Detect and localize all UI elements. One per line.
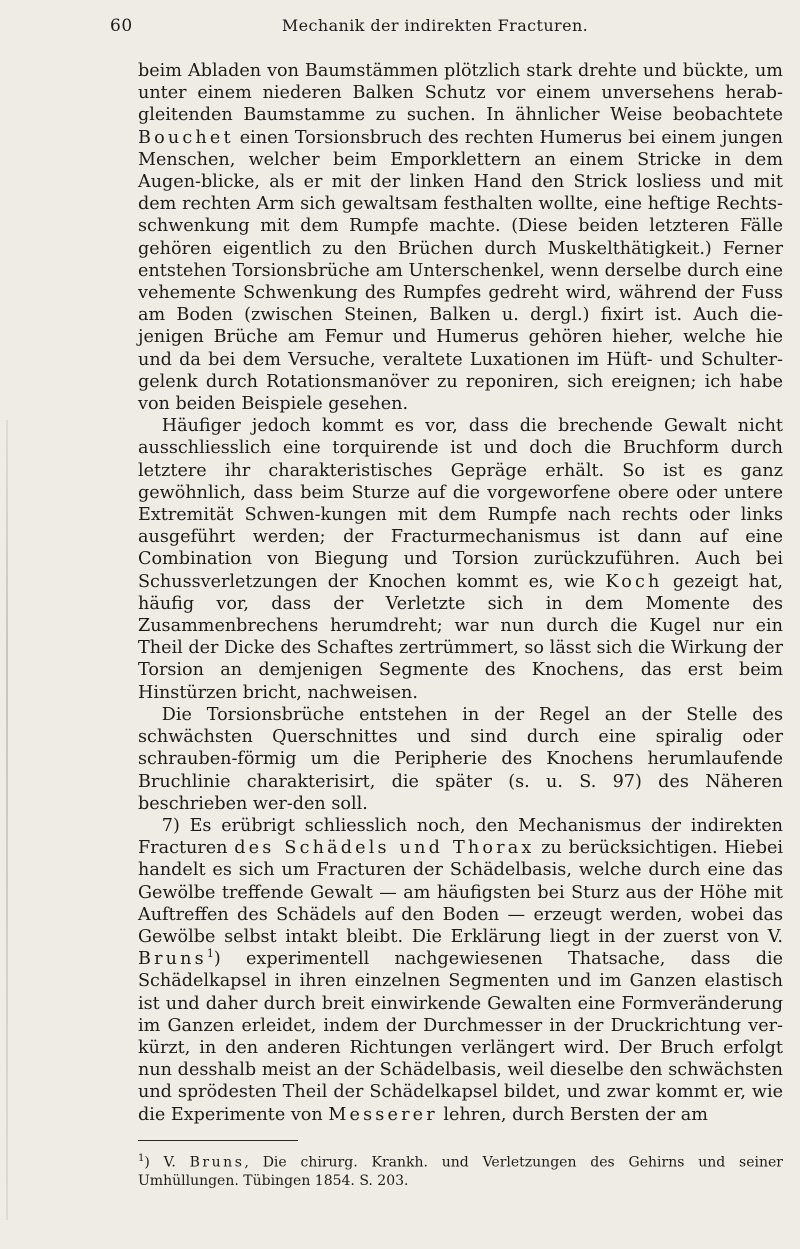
footnote-divider [138, 1140, 298, 1141]
page-header [110, 16, 760, 46]
paragraph-1-text-b: einen Torsionsbruch des rechten Humerus bei einem jungen Menschen, welcher beim Emporklettern an einem Stricke in dem Augen-blicke, als er mit der linken Hand den Strick losliess und mit dem rechten Arm sich gewaltsam festhalten wollte, eine heftige Rechts-schwenkung mit dem Rumpfe machte. (Diese beiden letzteren Fälle gehören eigentlich zu den Brüchen durch Muskelthätigkeit.) Ferner entstehen Torsionsbrüche am Unterschenkel, wenn derselbe durch eine vehemente Schwenkung des Rumpfes gedreht wird, während der Fuss am Boden (zwischen Steinen, Balken u. dergl.) fixirt ist. Auch die-jenigen Brüche am Femur und Humerus gehören hieher, welche hie und da bei dem Versuche, veraltete Luxationen im Hüft- und Schulter-gelenk durch Rotationsmanöver zu reponiren, sich ereignen; ich habe von beiden Beispiele gesehen. [138, 127, 783, 415]
paragraph-4 [138, 815, 783, 1126]
paragraph-2 [138, 415, 783, 704]
author-name-koch: Koch [605, 571, 663, 592]
author-name-bouchet: Bouchet [138, 127, 234, 148]
footnote-mark: 1 [138, 1153, 145, 1164]
author-name-bruns: Bruns [138, 949, 207, 970]
paragraph-1 [138, 60, 783, 415]
section-subject-emphasis: des Schädels und Thorax [234, 838, 535, 859]
footnote-prefix: ) V. [144, 1154, 190, 1171]
footnote-author-bruns: Bruns [189, 1154, 245, 1171]
paragraph-4-text-a: 7) Es erübrigt schliesslich noch, den Mechanismus der indirekten Fracturen [138, 815, 783, 859]
running-head: Mechanik der indirekten Fracturen. [281, 16, 589, 35]
paragraph-3 [138, 704, 783, 815]
page-gutter-shadow [6, 420, 8, 1220]
footnote-reference[interactable]: 1 [206, 947, 214, 961]
footnote [138, 1150, 783, 1190]
page-number: 60 [110, 16, 133, 36]
paragraph-4-text-b: zu berücksichtigen. Hiebei handelt es sich um Fracturen der Schädelbasis, welche durch eine das Gewölbe treffende Gewalt — am häufigsten bei Sturz aus der Höhe mit Auftreffen des Schädels auf den Boden — erzeugt werden, wobei das Gewölbe selbst intakt bleibt. Die Erklärung liegt in der zuerst von V. [138, 838, 783, 947]
paragraph-3-text: Die Torsionsbrüche entstehen in der Regel an der Stelle des schwächsten Querschnittes und sind durch eine spiralig oder schrauben-förmig um die Peripherie des Knochens herumlaufende Bruchlinie charakterisirt, die später (s. u. S. 97) des Näheren beschrieben wer-den soll. [138, 704, 783, 814]
paragraph-2-text-a: Häufiger jedoch kommt es vor, dass die brechende Gewalt nicht ausschliesslich eine torquirende ist und doch die Bruchform durch letztere ihr charakteristisches Gepräge erhält. So ist es ganz gewöhnlich, dass beim Sturze auf die vorgeworfene obere oder untere Extremität Schwen-kungen mit dem Rumpfe nach rechts oder links ausgeführt werden; der Fracturmechanismus ist dann auf eine Combination von Biegung und Torsion zurückzuführen. Auch bei Schussverletzungen der Knochen kommt es, wie [138, 416, 783, 592]
body-text [138, 60, 783, 1126]
paragraph-2-text-b: gezeigt hat, häufig vor, dass der Verletzte sich in dem Momente des Zusammenbrechens herumdreht; war nun durch die Kugel nur ein Theil der Dicke des Schaftes zertrümmert, so lässt sich die Wirkung der Torsion an demjenigen Segmente des Knochens, das erst beim Hinstürzen bricht, nachweisen. [138, 571, 783, 703]
author-name-messerer: Messerer [328, 1104, 438, 1125]
footnote-text: , Die chirurg. Krankh. und Verletzungen des Gehirns und seiner Umhüllungen. Tübingen 1854. S. 203. [138, 1154, 783, 1189]
paragraph-4-text-d: lehren, durch Bersten der am [437, 1104, 708, 1125]
paragraph-1-text-a: beim Abladen von Baumstämmen plötzlich stark drehte und bückte, um unter einem niederen Balken Schutz vor einem unversehens herab-gleitenden Baumstamme zu suchen. In ähnlicher Weise beobachtete [138, 61, 783, 126]
paragraph-4-text-c: ) experimentell nachgewiesenen Thatsache, dass die Schädelkapsel in ihren einzelnen Segmenten und im Ganzen elastisch ist und daher durch breit einwirkende Gewalten eine Formveränderung im Ganzen erleidet, indem der Durchmesser in der Druckrichtung ver-kürzt, in den anderen Richtungen verlängert wird. Der Bruch erfolgt nun desshalb meist an der Schädelbasis, weil dieselbe den schwächsten und sprödesten Theil der Schädelkapsel bildet, und zwar kommt er, wie die Experimente von [138, 949, 783, 1125]
